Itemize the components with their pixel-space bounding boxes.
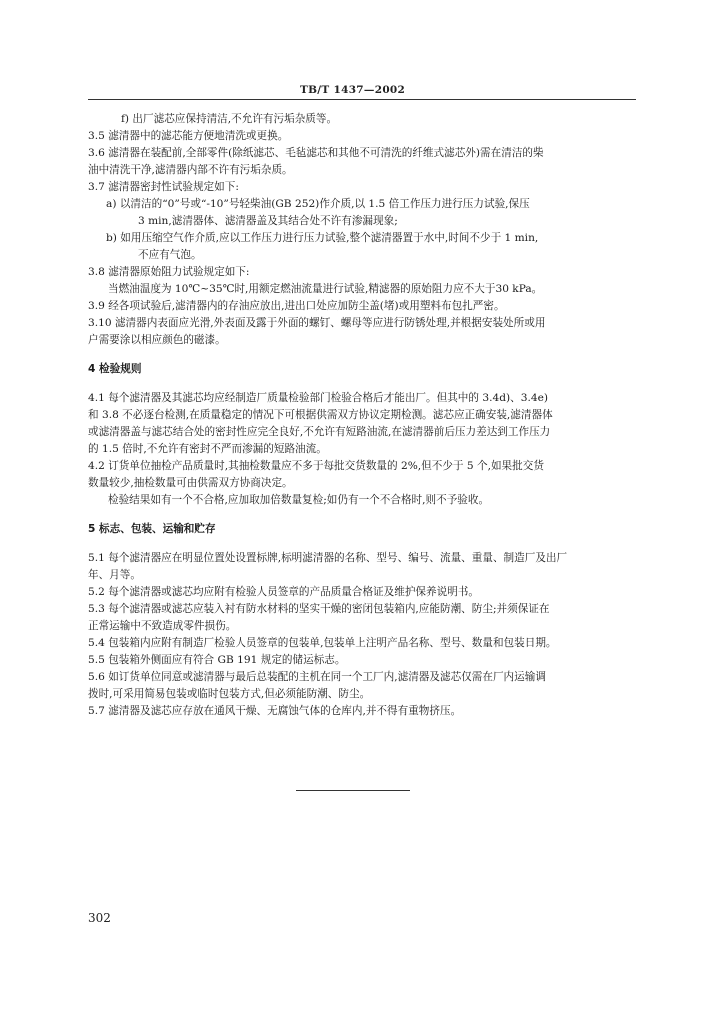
- section-gap: [88, 509, 636, 521]
- text-line: 3.5 滤清器中的滤芯能方便地清洗或更换。: [88, 130, 289, 142]
- section-heading: 5 标志、包装、运输和贮存: [88, 523, 216, 535]
- text-line: 正常运输中不致造成零件损伤。: [88, 620, 237, 632]
- text-line: f) 出厂滤芯应保持清洁,不允许有污垢杂质等。: [121, 113, 338, 125]
- text-line: a) 以清洁的“0”号或“-10”号轻柴油(GB 252)作介质,以 1.5 倍工作压力进行压力试验,保压: [106, 198, 530, 210]
- text-line: 3.7 滤清器密封性试验规定如下:: [88, 181, 239, 193]
- text-line: 和 3.8 不必逐台检测,在质量稳定的情况下可根据供需双方协议定期检测。滤芯应正确安装,滤清器体: [88, 409, 553, 421]
- section-gap: [88, 349, 636, 361]
- text-line: 的 1.5 倍时,不允许有密封不严而渗漏的短路油流。: [88, 443, 327, 455]
- text-line: 3.6 滤清器在装配前,全部零件(除纸滤芯、毛毡滤芯和其他不可清洗的纤维式滤芯外)需在清洁的柴: [88, 147, 544, 159]
- text-line: b) 如用压缩空气作介质,应以工作压力进行压力试验,整个滤清器置于水中,时间不少于 1 min,: [106, 232, 539, 244]
- section-gap: [88, 378, 636, 390]
- text-line: 拨时,可采用简易包装或临时包装方式,但必须能防潮、防尘。: [88, 688, 371, 700]
- text-line: 5.7 滤清器及滤芯应存放在通风干燥、无腐蚀气体的仓库内,并不得有重物挤压。: [88, 705, 462, 717]
- text-line: 检验结果如有一个不合格,应加取加倍数量复检;如仍有一个不合格时,则不予验收。: [108, 494, 490, 506]
- text-line: 3 min,滤清器体、滤清器盖及其结合处不许有渗漏现象;: [138, 215, 398, 227]
- text-line: 油中清洗干净,滤清器内部不许有污垢杂质。: [88, 164, 293, 176]
- text-line: 5.3 每个滤清器或滤芯应装入衬有防水材料的坚实干燥的密闭包装箱内,应能防潮、防尘;并须保证在: [88, 603, 550, 615]
- text-line: 3.8 滤清器原始阻力试验规定如下:: [88, 266, 250, 278]
- end-of-text-rule: [296, 790, 410, 791]
- text-line: 3.9 经各项试验后,滤清器内的存油应放出,进出口处应加防尘盖(堵)或用塑料布包扎严密。: [88, 300, 505, 312]
- text-line: 数量较少,抽检数量可由供需双方协商决定。: [88, 477, 293, 489]
- document-body: [88, 111, 636, 720]
- text-line: 4.2 订货单位抽检产品质量时,其抽检数量应不多于每批交货数量的 2%,但不少于 5 个,如果批交货: [88, 460, 544, 472]
- text-line: 5.5 包装箱外侧面应有符合 GB 191 规定的储运标志。: [88, 654, 346, 666]
- section-heading: 4 检验规则: [88, 363, 142, 375]
- header-rule: [88, 99, 636, 100]
- text-line: 年、月等。: [88, 569, 141, 581]
- text-line: 不应有气泡。: [138, 249, 202, 261]
- standard-code-header: TB/T 1437—2002: [300, 84, 406, 96]
- text-line: 5.6 如订货单位同意或滤清器与最后总装配的主机在同一个工厂内,滤清器及滤芯仅需在厂内运输调: [88, 671, 546, 683]
- text-line: 户需要涂以相应颜色的磁漆。: [88, 334, 226, 346]
- text-line: 当燃油温度为 10℃~35℃时,用额定燃油流量进行试验,精滤器的原始阻力应不大于30 kPa。: [108, 283, 543, 295]
- text-line: 5.4 包装箱内应附有制造厂检验人员签章的包装单,包装单上注明产品名称、型号、数量和包装日期。: [88, 637, 557, 649]
- text-line: 5.2 每个滤清器或滤芯均应附有检验人员签章的产品质量合格证及维护保养说明书。: [88, 586, 479, 598]
- page-number: 302: [88, 911, 111, 925]
- text-line: 3.10 滤清器内表面应光滑,外表面及露于外面的螺钉、螺母等应进行防锈处理,并根据安装处所或用: [88, 317, 546, 329]
- text-line: 5.1 每个滤清器应在明显位置处设置标牌,标明滤清器的名称、型号、编号、流量、重量、制造厂及出厂: [88, 552, 568, 564]
- text-line: 4.1 每个滤清器及其滤芯均应经制造厂质量检验部门检验合格后才能出厂。但其中的 3.4d)、3.4e): [88, 392, 548, 404]
- section-gap: [88, 538, 636, 550]
- text-line: 或滤清器盖与滤芯结合处的密封性应完全良好,不允许有短路油流,在滤清器前后压力差达到工作压力: [88, 426, 551, 438]
